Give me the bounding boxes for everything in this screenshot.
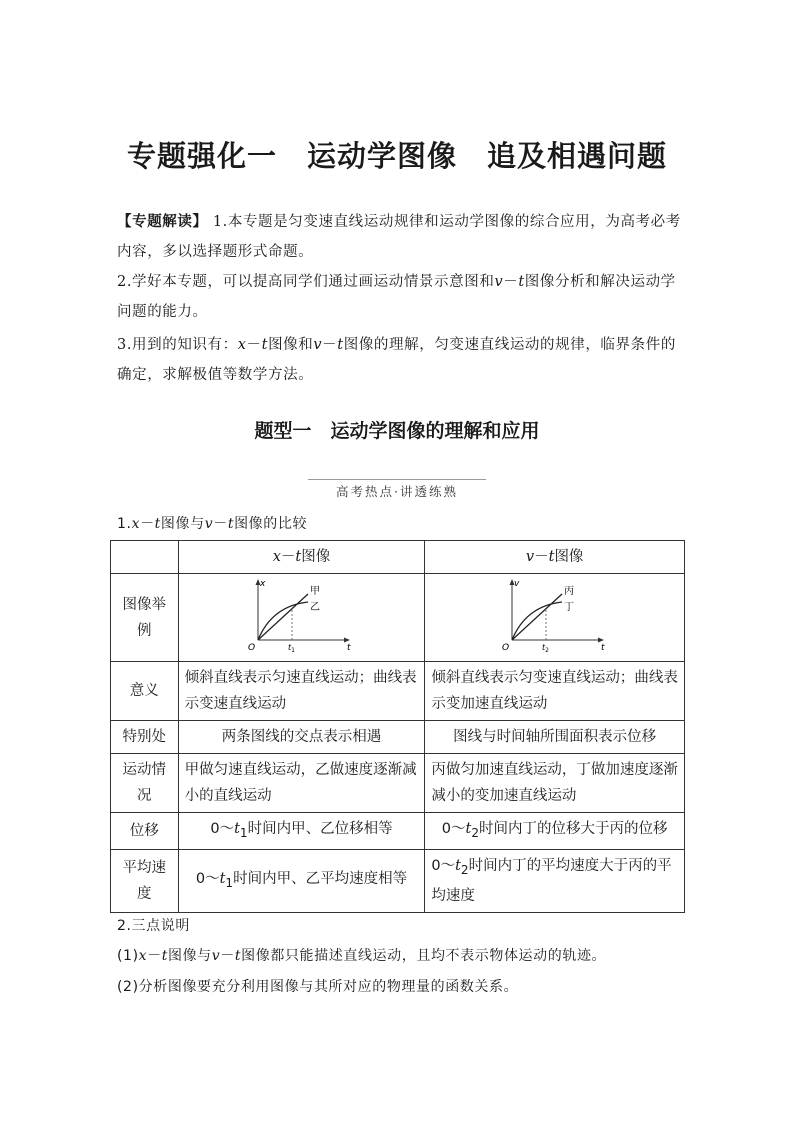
- vt-origin-label: O: [501, 643, 509, 653]
- table-row-motion: [111, 754, 685, 813]
- item-1-heading: 1.x－t图像与v－t图像的比较: [117, 516, 308, 532]
- row-label-motion: 运动情况: [111, 754, 179, 813]
- xt-line-b: [258, 602, 308, 640]
- xt-x-label: t: [347, 643, 352, 653]
- table-row-example: [111, 574, 685, 662]
- row-label-special: 特别处: [111, 721, 179, 754]
- xt-line-a-label: 甲: [310, 586, 321, 597]
- section-divider: [308, 479, 486, 480]
- xt-graph-cell: [178, 574, 425, 662]
- comparison-table: [110, 540, 685, 913]
- row-label-example: 图像举例: [111, 574, 179, 662]
- vt-y-label: v: [513, 579, 519, 589]
- vt-graph: [500, 576, 610, 654]
- table-row-displacement: [111, 813, 685, 850]
- table-row-special: [111, 721, 685, 754]
- disp-xt-cell: $0\sim t_1$时间内甲、乙位移相等: [178, 813, 425, 850]
- intro-paragraph-2: 2.学好本专题，可以提高同学们通过画运动情景示意图和v－t图像分析和解决运动学问题的能力。: [117, 274, 676, 320]
- xt-y-label: x: [260, 579, 266, 589]
- intro-bracket-label: 【专题解读】: [117, 213, 208, 230]
- xt-origin-label: O: [248, 643, 256, 653]
- avg-xt-cell: $0\sim t_1$时间内甲、乙平均速度相等: [178, 849, 425, 912]
- xt-line-a: [258, 594, 308, 640]
- special-vt-cell: 图线与时间轴所围面积表示位移: [425, 721, 685, 754]
- meaning-xt-cell: 倾斜直线表示匀速直线运动；曲线表示变速直线运动: [178, 662, 425, 721]
- intro-paragraph-1: [117, 207, 682, 267]
- vt-tick-label: $t_2$: [541, 643, 549, 654]
- item-2-heading: 2.三点说明: [117, 918, 190, 934]
- vt-x-arrow: [598, 638, 604, 643]
- header-empty-cell: [111, 541, 179, 574]
- meaning-vt-cell: 倾斜直线表示匀变速直线运动；曲线表示变加速直线运动: [425, 662, 685, 721]
- motion-vt-cell: 丙做匀加速直线运动，丁做加速度逐渐减小的变加速直线运动: [425, 754, 685, 813]
- vt-line-b-label: 丁: [563, 602, 574, 613]
- avg-vt-cell: $0\sim t_2$时间内丁的平均速度大于丙的平均速度: [425, 849, 685, 912]
- row-label-average-velocity: 平均速度: [111, 849, 179, 912]
- table-row-meaning: [111, 662, 685, 721]
- intro-paragraph-3: 3.用到的知识有：x－t图像和v－t图像的理解，匀变速直线运动的规律，临界条件的确定，求解极值等数学方法。: [117, 337, 676, 383]
- vt-line-a: [512, 594, 562, 640]
- vt-x-label: t: [600, 643, 605, 653]
- vt-line-a-label: 丙: [563, 586, 574, 597]
- header-xt: x－t图像: [178, 541, 425, 574]
- page-title: 专题强化一 运动学图像 追及相遇问题: [126, 139, 667, 173]
- special-xt-cell: 两条图线的交点表示相遇: [178, 721, 425, 754]
- row-label-displacement: 位移: [111, 813, 179, 850]
- table-header-row: [111, 541, 685, 574]
- xt-line-b-label: 乙: [310, 602, 321, 613]
- section-subtitle: 高考热点·讲透练熟: [336, 484, 458, 499]
- table-row-average-velocity: [111, 849, 685, 912]
- motion-xt-cell: 甲做匀速直线运动，乙做速度逐渐减小的直线运动: [178, 754, 425, 813]
- disp-vt-cell: $0\sim t_2$时间内丁的位移大于丙的位移: [425, 813, 685, 850]
- row-label-meaning: 意义: [111, 662, 179, 721]
- xt-graph: [246, 576, 356, 654]
- header-vt: v－t图像: [425, 541, 685, 574]
- intro-text-1: 1.本专题是匀变速直线运动规律和运动学图像的综合应用，为高考必考内容，多以选择题形式命题。: [117, 214, 681, 260]
- xt-x-arrow: [344, 638, 350, 643]
- vt-graph-cell: [425, 574, 685, 662]
- item-2-note-1: (1)x－t图像与v－t图像都只能描述直线运动，且均不表示物体运动的轨迹。: [117, 948, 607, 964]
- item-2-note-2: (2)分析图像要充分利用图像与其所对应的物理量的函数关系。: [117, 979, 519, 995]
- xt-tick-label: $t_1$: [288, 643, 296, 654]
- section-title: 题型一 运动学图像的理解和应用: [254, 420, 540, 442]
- vt-line-b: [512, 602, 562, 640]
